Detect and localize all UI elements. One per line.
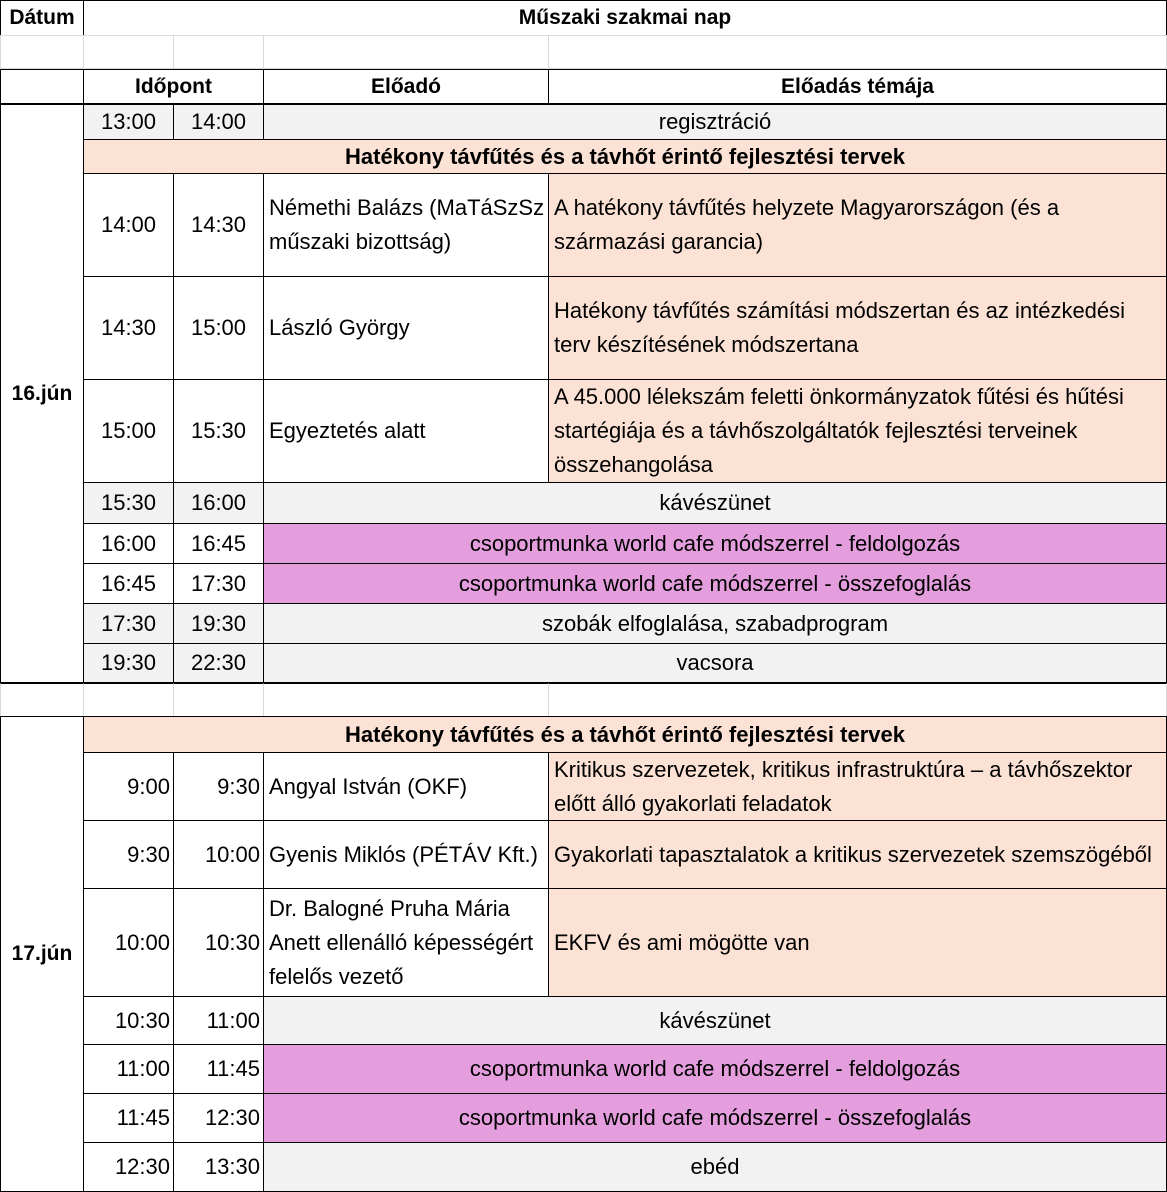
date-column-header: Dátum (0, 0, 84, 36)
end-time: 19:30 (173, 603, 264, 644)
section-header: Hatékony távfűtés és a távhőt érintő fejlesztési tervek (83, 716, 1167, 753)
day2-date: 17.jún (0, 716, 84, 1192)
end-time: 22:30 (173, 643, 264, 683)
start-time: 15:00 (83, 379, 174, 483)
event-group-work: csoportmunka world cafe módszerrel - feldolgozás (263, 1044, 1167, 1094)
blank-cell (173, 35, 264, 69)
start-time: 16:45 (83, 563, 174, 604)
end-time: 16:45 (173, 523, 264, 564)
end-time: 17:30 (173, 563, 264, 604)
talk-topic: Hatékony távfűtés számítási módszertan és az intézkedési terv készítésének módszertana (548, 276, 1167, 380)
blank-cell (263, 683, 549, 717)
event-coffee-break: kávészünet (263, 482, 1167, 524)
section-header: Hatékony távfűtés és a távhőt érintő fejlesztési tervek (83, 139, 1167, 174)
blank-cell (263, 35, 549, 69)
start-time: 17:30 (83, 603, 174, 644)
blank-cell (83, 35, 174, 69)
blank-cell (173, 683, 264, 717)
start-time: 14:30 (83, 276, 174, 380)
talk-topic: Gyakorlati tapasztalatok a kritikus szervezetek szemszögéből (548, 820, 1167, 889)
start-time: 15:30 (83, 482, 174, 524)
talk-topic: EKFV és ami mögötte van (548, 888, 1167, 997)
event-registration: regisztráció (263, 104, 1167, 140)
event-group-work: csoportmunka world cafe módszerrel - feldolgozás (263, 523, 1167, 564)
end-time: 14:30 (173, 173, 264, 277)
start-time: 11:45 (83, 1093, 174, 1143)
start-time: 13:00 (83, 104, 174, 140)
speaker-name: László György (263, 276, 549, 380)
event-dinner: vacsora (263, 643, 1167, 683)
start-time: 9:30 (83, 820, 174, 889)
event-free-program: szobák elfoglalása, szabadprogram (263, 603, 1167, 644)
speaker-name: Angyal István (OKF) (263, 752, 549, 821)
topic-column-header: Előadás témája (548, 69, 1167, 104)
end-time: 11:00 (173, 996, 264, 1045)
event-group-work: csoportmunka world cafe módszerrel - összefoglalás (263, 1093, 1167, 1143)
time-column-header: Időpont (83, 69, 264, 104)
event-coffee-break: kávészünet (263, 996, 1167, 1045)
end-time: 10:00 (173, 820, 264, 889)
start-time: 10:00 (83, 888, 174, 997)
end-time: 15:30 (173, 379, 264, 483)
end-time: 9:30 (173, 752, 264, 821)
start-time: 10:30 (83, 996, 174, 1045)
talk-topic: Kritikus szervezetek, kritikus infrastruktúra – a távhőszektor előtt álló gyakorlati feladatok (548, 752, 1167, 821)
blank-cell (548, 35, 1167, 69)
start-time: 11:00 (83, 1044, 174, 1094)
page-title: Műszaki szakmai nap (83, 0, 1167, 36)
start-time: 9:00 (83, 752, 174, 821)
end-time: 13:30 (173, 1142, 264, 1192)
end-time: 15:00 (173, 276, 264, 380)
speaker-name: Némethi Balázs (MaTáSzSz műszaki bizottság) (263, 173, 549, 277)
talk-topic: A hatékony távfűtés helyzete Magyarországon (és a származási garancia) (548, 173, 1167, 277)
start-time: 19:30 (83, 643, 174, 683)
day1-date: 16.jún (0, 104, 84, 683)
end-time: 11:45 (173, 1044, 264, 1094)
end-time: 16:00 (173, 482, 264, 524)
blank-cell (0, 683, 84, 717)
speaker-name: Egyeztetés alatt (263, 379, 549, 483)
speaker-name: Dr. Balogné Pruha Mária Anett ellenálló képességért felelős vezető (263, 888, 549, 997)
start-time: 16:00 (83, 523, 174, 564)
speaker-column-header: Előadó (263, 69, 549, 104)
end-time: 12:30 (173, 1093, 264, 1143)
talk-topic: A 45.000 lélekszám feletti önkormányzatok fűtési és hűtési startégiája és a távhőszolgáltatók fejlesztési terveinek összehangolása (548, 379, 1167, 483)
event-group-work: csoportmunka world cafe módszerrel - összefoglalás (263, 563, 1167, 604)
blank-cell (0, 35, 84, 69)
date-header-blank (0, 69, 84, 104)
end-time: 14:00 (173, 104, 264, 140)
start-time: 12:30 (83, 1142, 174, 1192)
event-lunch: ebéd (263, 1142, 1167, 1192)
blank-cell (548, 683, 1167, 717)
start-time: 14:00 (83, 173, 174, 277)
end-time: 10:30 (173, 888, 264, 997)
speaker-name: Gyenis Miklós (PÉTÁV Kft.) (263, 820, 549, 889)
blank-cell (83, 683, 174, 717)
